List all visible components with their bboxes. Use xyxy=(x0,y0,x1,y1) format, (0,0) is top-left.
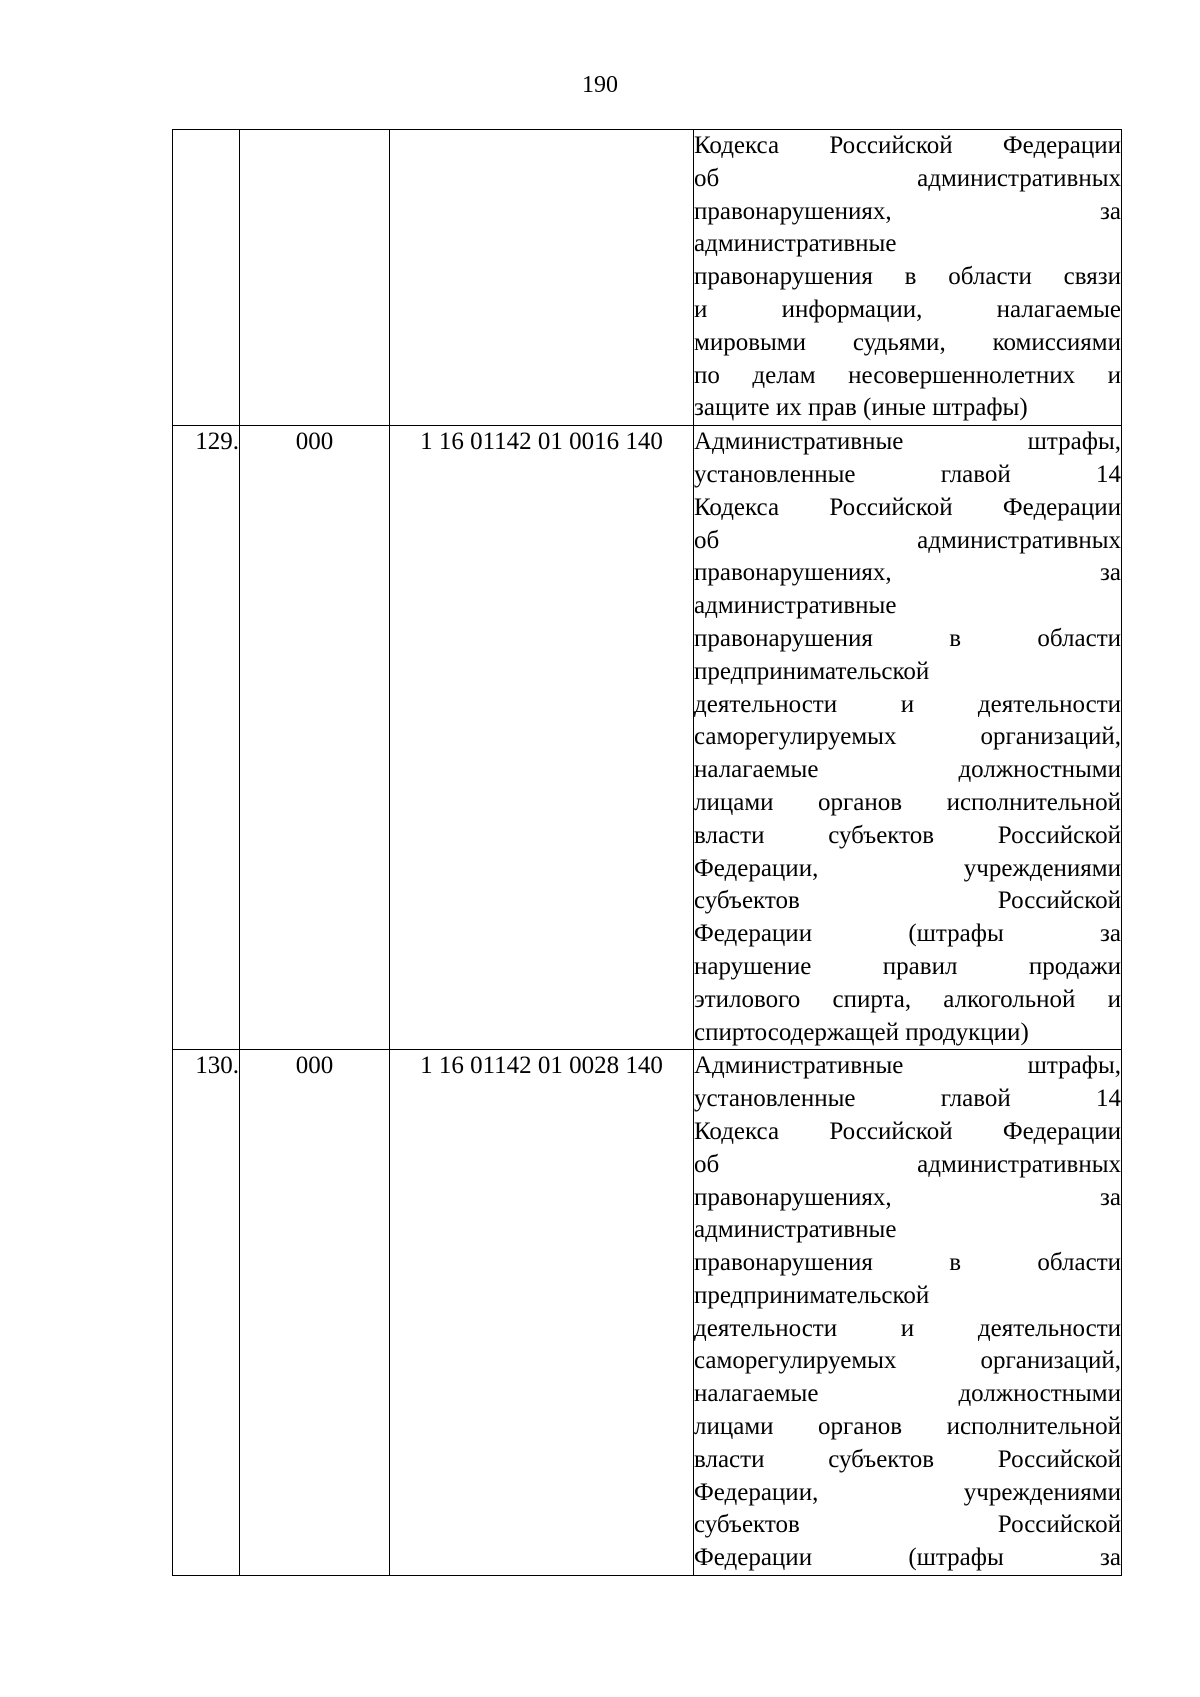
description-cell xyxy=(694,130,1122,426)
description-line: защите их прав (иные штрафы) xyxy=(694,394,1028,422)
description-line: административные xyxy=(694,592,897,620)
budget-classification-code-cell xyxy=(390,130,694,426)
description-line: правонарушениях, за xyxy=(694,559,1121,587)
row-number-cell xyxy=(173,130,240,426)
description-line: саморегулируемых организаций, xyxy=(694,1347,1121,1375)
description-line: Кодекса Российской Федерации xyxy=(694,1117,1121,1145)
description-line: установленные главой 14 xyxy=(694,1085,1121,1113)
description-cell xyxy=(694,426,1122,1050)
description-line: деятельности и деятельности xyxy=(694,1314,1121,1342)
description-line: об административных xyxy=(694,526,1121,554)
administrator-code-cell xyxy=(240,130,390,426)
description-line: правонарушениях, за xyxy=(694,197,1121,225)
description-line: правонарушения в области xyxy=(694,624,1121,652)
description-line: субъектов Российской xyxy=(694,1511,1121,1539)
description-line: по делам несовершеннолетних и xyxy=(694,361,1121,389)
page-number: 190 xyxy=(582,72,618,98)
description-line: правонарушениях, за xyxy=(694,1183,1121,1211)
description-line: Кодекса Российской Федерации xyxy=(694,493,1121,521)
row-number-cell: 130. xyxy=(173,1050,240,1576)
budget-classification-code-cell: 1 16 01142 01 0028 140 xyxy=(390,1050,694,1576)
description-line: мировыми судьями, комиссиями xyxy=(694,328,1121,356)
row-number-cell: 129. xyxy=(173,426,240,1050)
description-line: власти субъектов Российской xyxy=(694,821,1121,849)
description-line: лицами органов исполнительной xyxy=(694,1413,1121,1441)
description-line: Федерации (штрафы за xyxy=(694,920,1121,948)
description-line: предпринимательской xyxy=(694,1281,930,1309)
description-line: правонарушения в области xyxy=(694,1249,1121,1277)
description-line: административные xyxy=(694,1216,897,1244)
description-line: об административных xyxy=(694,1150,1121,1178)
description-line: установленные главой 14 xyxy=(694,460,1121,488)
description-line: административные xyxy=(694,230,897,258)
table-row-continuation xyxy=(173,130,1122,426)
description-line: Федерации, учреждениями xyxy=(694,854,1121,882)
description-line: лицами органов исполнительной xyxy=(694,788,1121,816)
description-line: саморегулируемых организаций, xyxy=(694,723,1121,751)
table-row-130 xyxy=(173,1050,1122,1576)
description-line: налагаемые должностными xyxy=(694,1380,1121,1408)
administrator-code-cell: 000 xyxy=(240,1050,390,1576)
description-line: нарушение правил продажи xyxy=(694,952,1121,980)
budget-codes-table xyxy=(172,129,1122,1576)
description-line: власти субъектов Российской xyxy=(694,1445,1121,1473)
description-line: Административные штрафы, xyxy=(694,428,1121,456)
description-line: Федерации (штрафы за xyxy=(694,1544,1121,1572)
budget-classification-code-cell: 1 16 01142 01 0016 140 xyxy=(390,426,694,1050)
description-line: Кодекса Российской Федерации xyxy=(694,132,1121,159)
description-line: этилового спирта, алкогольной и xyxy=(694,985,1121,1013)
description-line: правонарушения в области связи xyxy=(694,263,1121,291)
description-line: предпринимательской xyxy=(694,657,930,685)
description-line: Административные штрафы, xyxy=(694,1052,1121,1080)
description-cell xyxy=(694,1050,1122,1576)
description-line: Федерации, учреждениями xyxy=(694,1478,1121,1506)
description-line: спиртосодержащей продукции) xyxy=(694,1018,1029,1046)
description-line: и информации, налагаемые xyxy=(694,295,1121,323)
administrator-code-cell: 000 xyxy=(240,426,390,1050)
description-line: об административных xyxy=(694,164,1121,192)
description-line: налагаемые должностными xyxy=(694,756,1121,784)
table-row-129 xyxy=(173,426,1122,1050)
description-line: субъектов Российской xyxy=(694,887,1121,915)
description-line: деятельности и деятельности xyxy=(694,690,1121,718)
